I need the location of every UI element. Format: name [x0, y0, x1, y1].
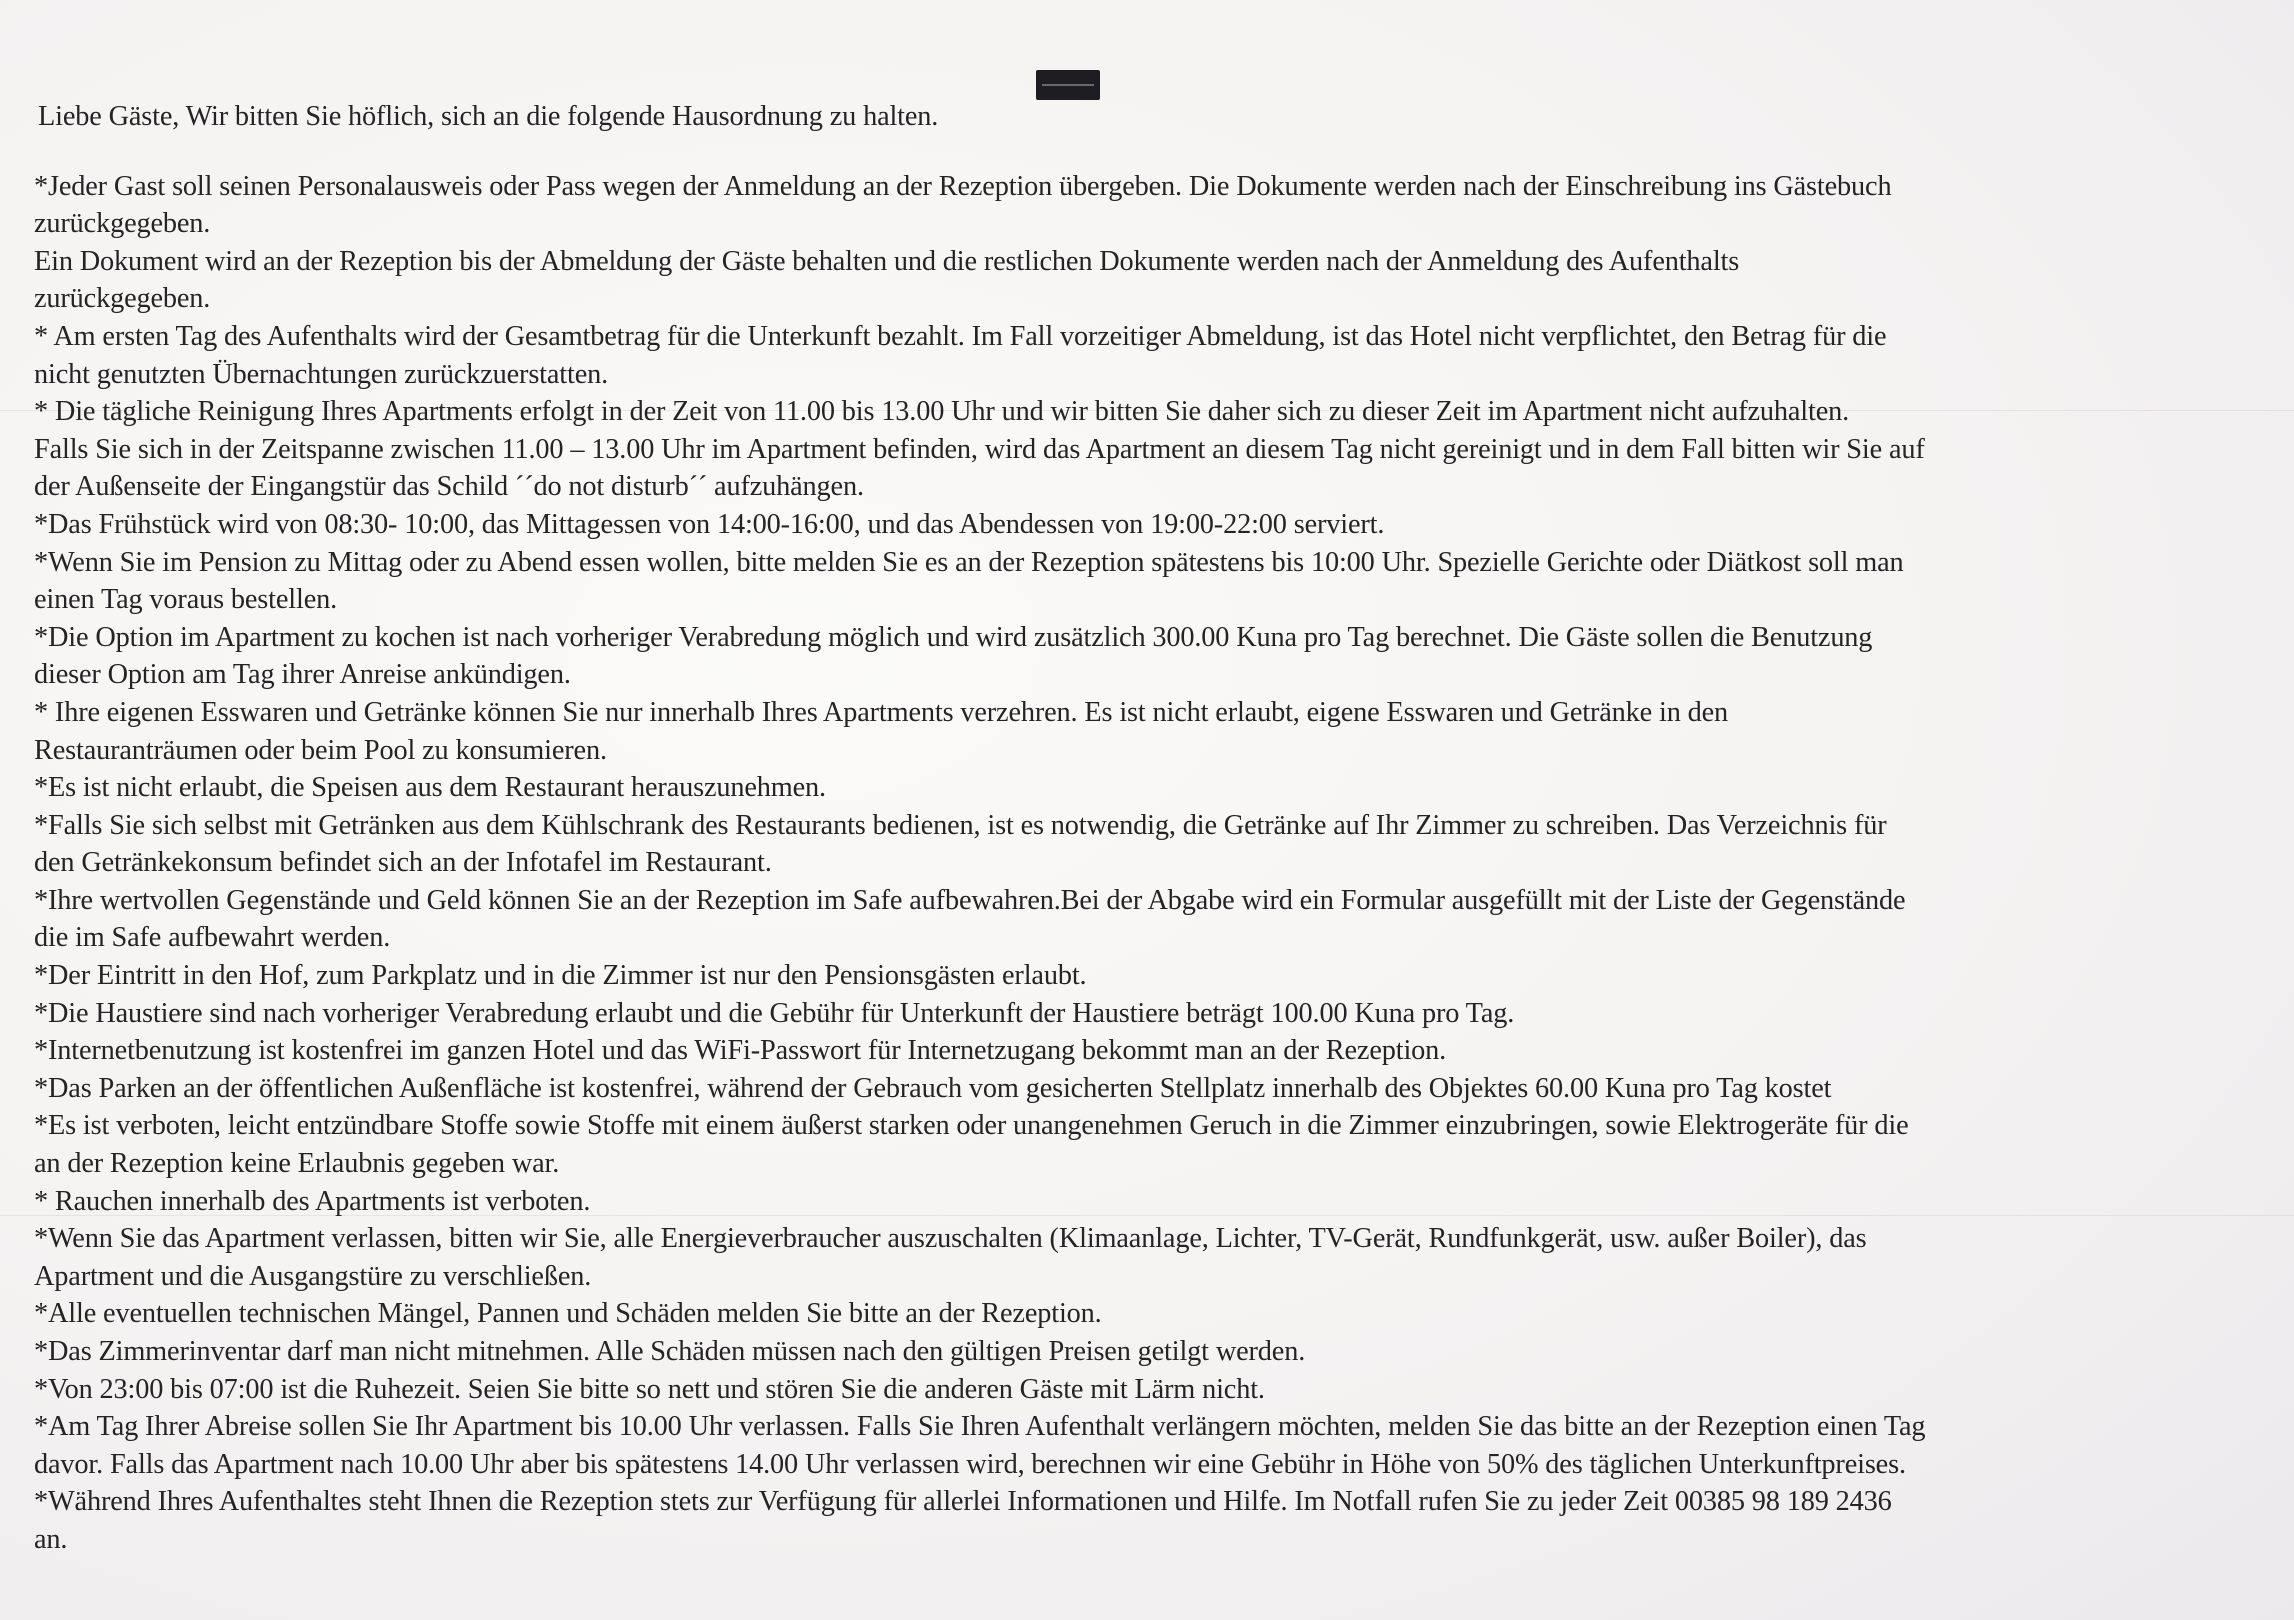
rule-item: * Am ersten Tag des Aufenthalts wird der Gesamtbetrag für die Unterkunft bezahlt. Im Fall vorzeitiger Abmeldung, ist das Hotel nicht verpflichtet, den Betrag für die nicht genutzten Übernachtungen zurückzuerstatten. [34, 320, 1887, 390]
rule-item: *Die Haustiere sind nach vorheriger Verabredung erlaubt und die Gebühr für Unterkunft der Haustiere beträgt 100.00 Kuna pro Tag. [34, 997, 1515, 1029]
rule-item: *Jeder Gast soll seinen Personalausweis oder Pass wegen der Anmeldung an der Rezeption übergeben. Die Dokumente werden nach der Einschreibung ins Gästebuch zurückgegeben. Ein Dokument wird an der Rezeption bis der Abmeldung der Gäste behalten und die restlichen Dokumente werden nach der Anmeldung des Aufenthalts zurückgegeben. [34, 170, 1892, 315]
rule-item: *Wenn Sie im Pension zu Mittag oder zu Abend essen wollen, bitte melden Sie es an der Rezeption spätestens bis 10:00 Uhr. Spezielle Gerichte oder Diätkost soll man einen Tag voraus bestellen. [34, 546, 1904, 616]
rule-item: *Der Eintritt in den Hof, zum Parkplatz und in die Zimmer ist nur den Pensionsgästen erlaubt. [34, 960, 1087, 992]
document-body [34, 98, 2254, 1559]
rule-item: *Das Zimmerinventar darf man nicht mitnehmen. Alle Schäden müssen nach den gültigen Preisen getilgt werden. [34, 1336, 1306, 1367]
rule-item: * Ihre eigenen Esswaren und Getränke können Sie nur innerhalb Ihres Apartments verzehren. Es ist nicht erlaubt, eigene Esswaren und Getränke in den Restauranträumen oder beim Pool zu konsumieren. [34, 696, 1729, 766]
rule-item: *Falls Sie sich selbst mit Getränken aus dem Kühlschrank des Restaurants bedienen, ist es notwendig, die Getränke auf Ihr Zimmer zu schreiben. Das Verzeichnis für den Getränkekonsum befindet sich an der Infotafel im Restaurant. [34, 809, 1887, 879]
rule-item: *Das Frühstück wird von 08:30- 10:00, das Mittagessen von 14:00-16:00, und das Abendessen von 19:00-22:00 serviert. [34, 508, 1385, 540]
rule-item: *Alle eventuellen technischen Mängel, Pannen und Schäden melden Sie bitte an der Rezeption. [34, 1298, 1102, 1330]
rule-item: *Die Option im Apartment zu kochen ist nach vorheriger Verabredung möglich und wird zusätzlich 300.00 Kuna pro Tag berechnet. Die Gäste sollen die Benutzung dieser Option am Tag ihrer Anreise ankündigen. [34, 621, 1873, 691]
rule-item: *Wenn Sie das Apartment verlassen, bitten wir Sie, alle Energieverbraucher auszuschalten (Klimaanlage, Lichter, TV-Gerät, Rundfunkgerät, usw. außer Boiler), das Apartment und die Ausgangstüre zu verschließen. [34, 1223, 1867, 1292]
tape-tab [1036, 70, 1100, 100]
rule-item: *Das Parken an der öffentlichen Außenfläche ist kostenfrei, während der Gebrauch vom gesicherten Stellplatz innerhalb des Objektes 60.00 Kuna pro Tag kostet [34, 1072, 1832, 1104]
rule-item: *Internetbenutzung ist kostenfrei im ganzen Hotel und das WiFi-Passwort für Internetzugang bekommt man an der Rezeption. [34, 1035, 1447, 1067]
rule-item: *Es ist nicht erlaubt, die Speisen aus dem Restaurant herauszunehmen. [34, 772, 826, 804]
rule-item: * Rauchen innerhalb des Apartments ist verboten. [34, 1185, 591, 1217]
rule-item: *Es ist verboten, leicht entzündbare Stoffe sowie Stoffe mit einem äußerst starken oder unangenehmen Geruch in die Zimmer einzubringen, sowie Elektrogeräte für die an der Rezeption keine Erlaubnis gegeben war. [34, 1110, 1909, 1180]
rule-item: *Von 23:00 bis 07:00 ist die Ruhezeit. Seien Sie bitte so nett und stören Sie die anderen Gäste mit Lärm nicht. [34, 1373, 1265, 1405]
rule-item: *Am Tag Ihrer Abreise sollen Sie Ihr Apartment bis 10.00 Uhr verlassen. Falls Sie Ihren Aufenthalt verlängern möchten, melden Sie das bitte an der Rezeption einen Tag davor. Falls das Apartment nach 10.00 Uhr aber bis spätestens 14.00 Uhr verlassen wird, berechnen wir eine Gebühr in Höhe von 50% des täglichen Unterkunftpreises. [34, 1411, 1926, 1480]
rule-item: *Während Ihres Aufenthaltes steht Ihnen die Rezeption stets zur Verfügung für allerlei Informationen und Hilfe. Im Notfall rufen Sie zu jeder Zeit 00385 98 189 2436 an. [34, 1486, 1892, 1555]
rules-list [34, 168, 2254, 1559]
rule-item: * Die tägliche Reinigung Ihres Apartments erfolgt in der Zeit von 11.00 bis 13.00 Uhr und wir bitten Sie daher sich zu dieser Zeit im Apartment nicht aufzuhalten. Falls Sie sich in der Zeitspanne zwischen 11.00 – 13.00 Uhr im Apartment befinden, wird das Apartment an diesem Tag nicht gereinigt und in dem Fall bitten wir Sie auf der Außenseite der Eingangstür das Schild ´´do not disturb´´ aufzuhängen. [34, 396, 1925, 503]
intro-greeting: Liebe Gäste, Wir bitten Sie höflich, sich an die folgende Hausordnung zu halten. [38, 101, 939, 132]
rule-item: *Ihre wertvollen Gegenstände und Geld können Sie an der Rezeption im Safe aufbewahren.Bei der Abgabe wird ein Formular ausgefüllt mit der Liste der Gegenstände die im Safe aufbewahrt werden. [34, 884, 1906, 954]
